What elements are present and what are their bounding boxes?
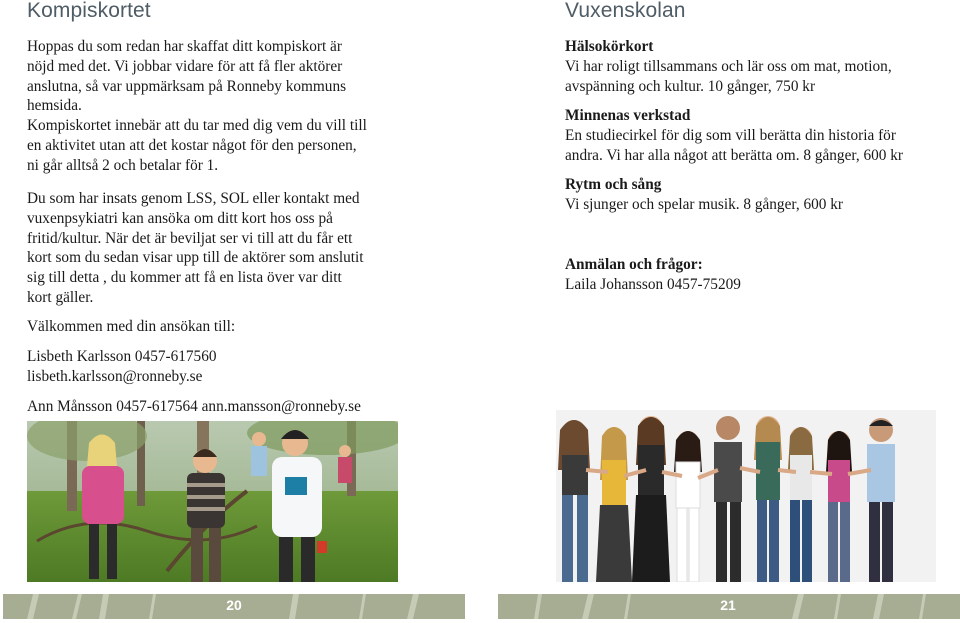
signup-block (565, 255, 945, 295)
page-title-kompiskortet: Kompiskortet (27, 0, 151, 22)
course-description: Vi har roligt tillsammans och lär oss om mat, motion, (565, 57, 892, 75)
text-line: hemsida. (27, 97, 82, 115)
text-line: Du som har insats genom LSS, SOL eller kontakt med (27, 190, 360, 207)
application-paragraph (27, 189, 467, 308)
course-minnenas-verkstad (565, 106, 945, 165)
right-page (480, 0, 960, 623)
course-description: Vi sjunger och spelar musik. 8 gånger, 600 kr (565, 195, 844, 213)
text-line: kort som du sedan visar upp till de aktörer som anslutit (27, 249, 364, 267)
contact-lisbeth (27, 347, 217, 387)
text-line: fritid/kultur. När det är beviljat ser vi till att du får ett (27, 229, 353, 247)
page-number-right: 21 (720, 597, 736, 613)
text-line: vuxenpsykiatri kan ansöka om ditt kort hos oss på (27, 209, 333, 227)
text-line: Hoppas du som redan har skaffat ditt kompiskort är (27, 38, 342, 55)
course-rytm-och-sang (565, 175, 945, 215)
course-description: andra. Vi har alla något att berätta om. 8 gånger, 600 kr (565, 146, 903, 164)
text-line: anslutna, så var uppmärksam på Ronneby kommuns (27, 77, 347, 95)
text-line: kort gäller. (27, 288, 94, 306)
kids-outdoor-photo (27, 421, 398, 582)
contact-email: lisbeth.karlsson@ronneby.se (27, 367, 203, 385)
course-title: Hälsokörkort (565, 38, 654, 55)
course-description: En studiecirkel för dig som vill berätta din historia för (565, 126, 896, 144)
course-halsokorkort (565, 37, 945, 96)
page-number-left: 20 (226, 597, 242, 613)
page-title-vuxenskolan: Vuxenskolan (565, 0, 686, 22)
dancing-group-photo (556, 410, 936, 582)
course-title: Rytm och sång (565, 176, 662, 193)
text-line: en aktivitet utan att det kostar något för den personen, (27, 136, 357, 154)
signup-title: Anmälan och frågor: (565, 256, 703, 273)
text-line: nöjd med det. Vi jobbar vidare för att få fler aktörer (27, 57, 343, 75)
contact-ann: Ann Månsson 0457-617564 ann.mansson@ronneby.se (27, 398, 361, 415)
contact-name: Lisbeth Karlsson 0457-617560 (27, 348, 217, 365)
signup-contact: Laila Johansson 0457-75209 (565, 275, 741, 293)
welcome-text: Välkommen med din ansökan till: (27, 318, 236, 335)
course-description: avspänning och kultur. 10 gånger, 750 kr (565, 77, 816, 95)
course-title: Minnenas verkstad (565, 107, 691, 124)
text-line: Kompiskortet innebär att du tar med dig vem du vill till (27, 117, 367, 135)
intro-paragraph (27, 37, 467, 176)
text-line: sig till detta , du kommer att få en lista över var ditt (27, 269, 342, 287)
text-line: ni går alltså 2 och betalar för 1. (27, 156, 219, 174)
